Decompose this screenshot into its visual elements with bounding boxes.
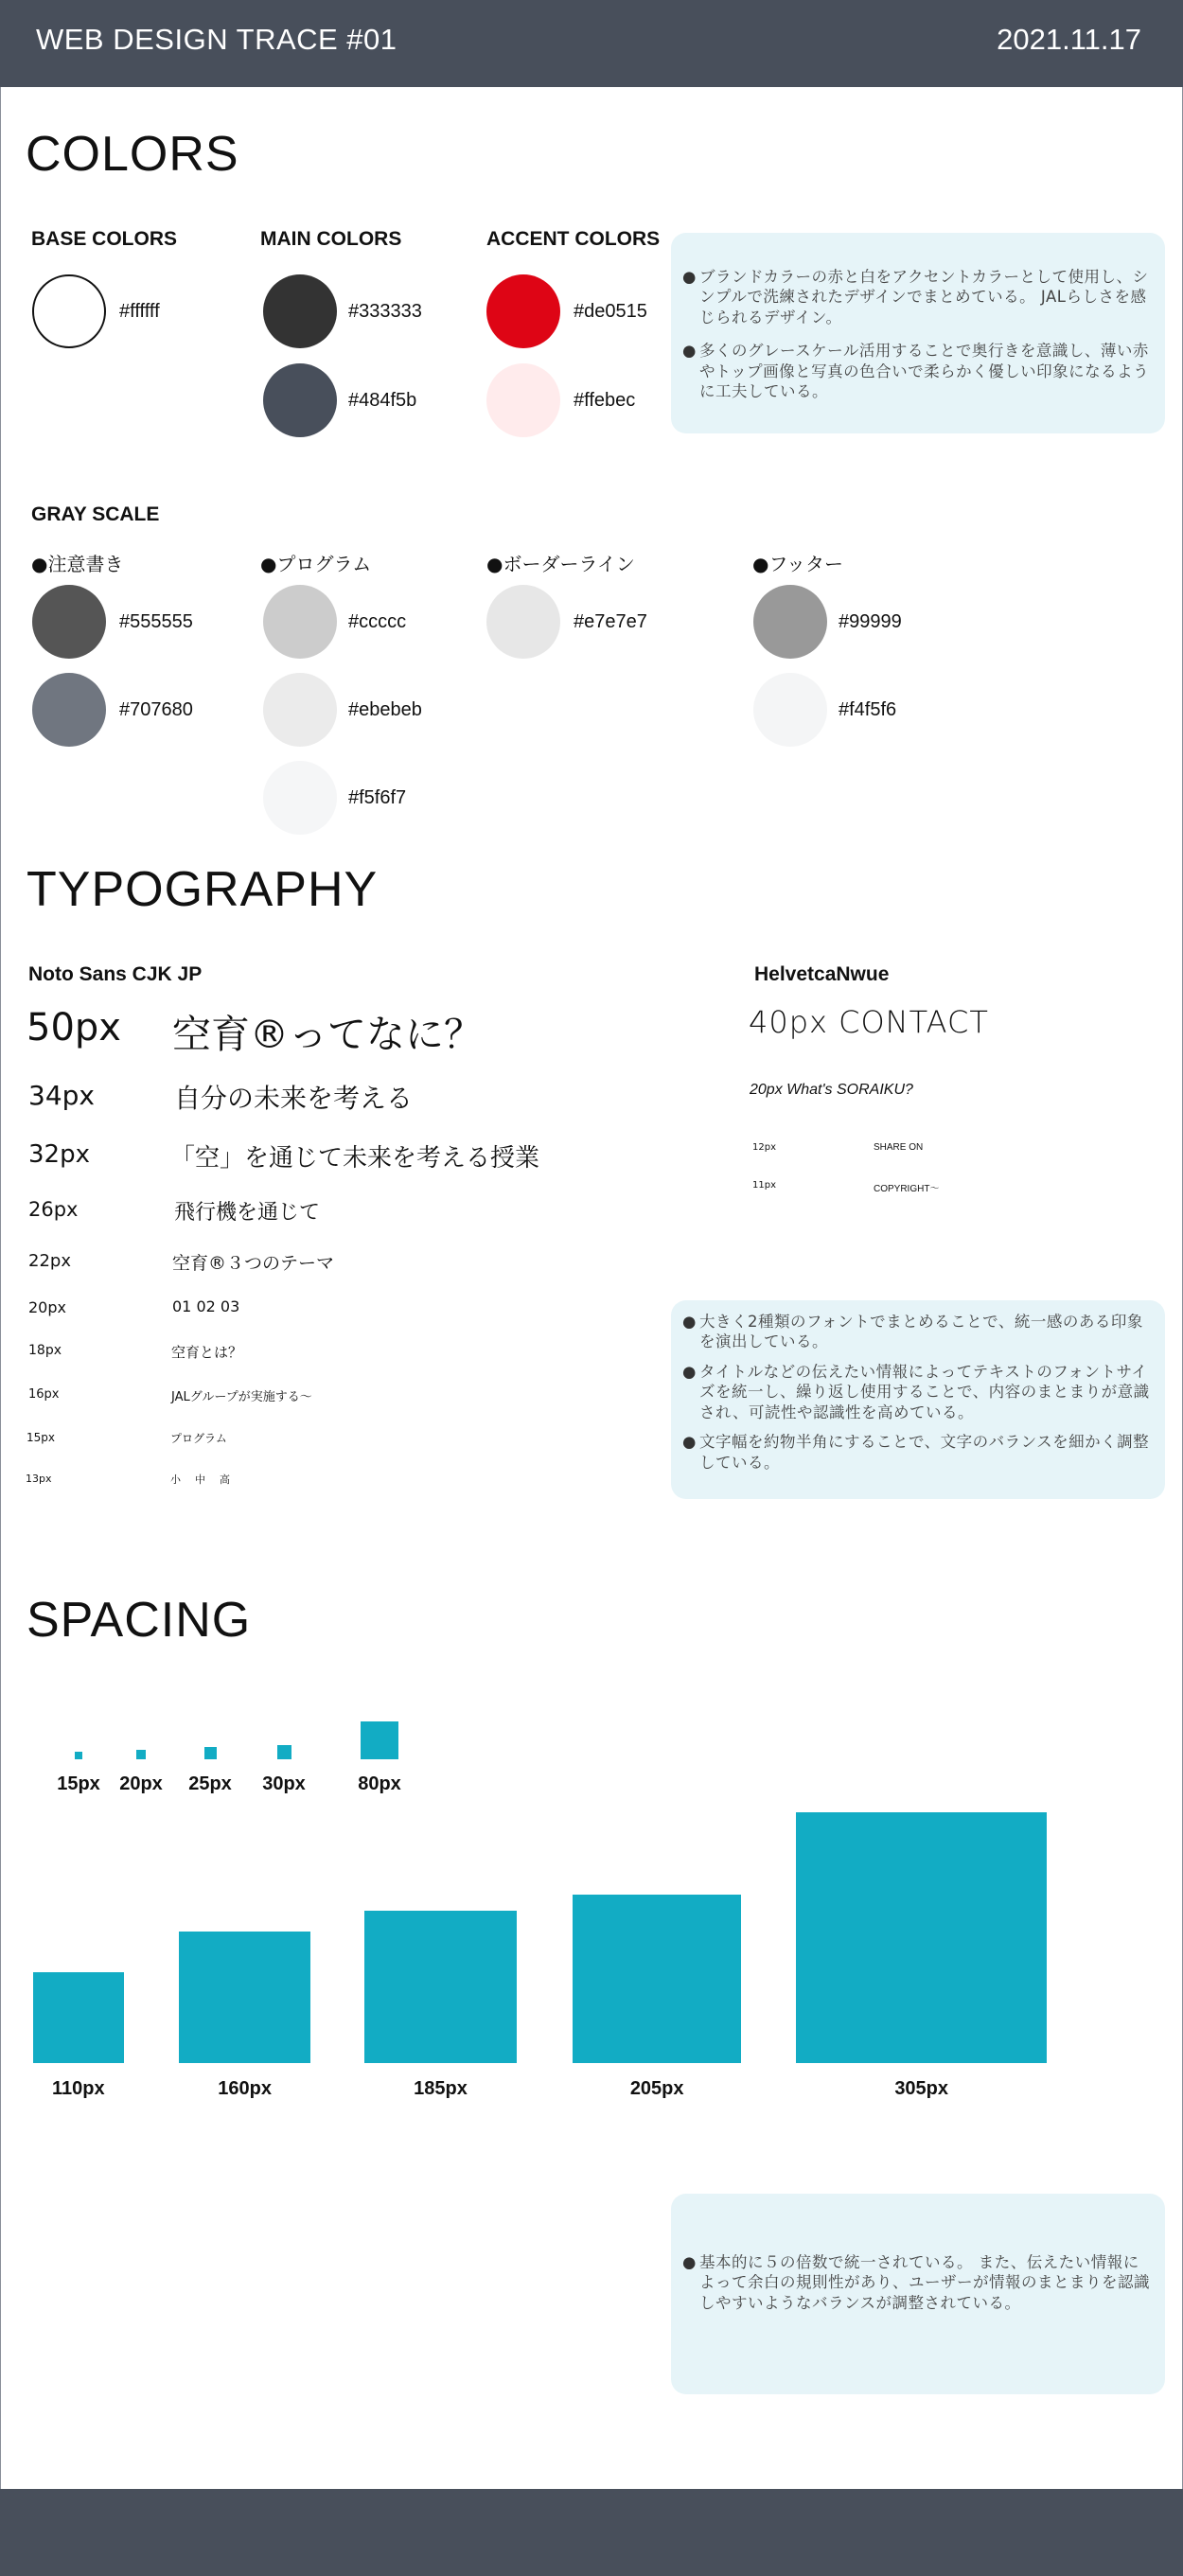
swatch-ffebec <box>486 363 560 437</box>
spacing-label: 110px <box>52 2078 105 2099</box>
type-size-label: 20px <box>28 1298 66 1316</box>
colors-section-title: COLORS <box>26 127 239 182</box>
type-sample: 自分の未来を考える <box>174 1083 414 1114</box>
type-size-label: 13px <box>26 1473 52 1485</box>
swatch-ebebeb <box>263 673 337 747</box>
hex-707680: #707680 <box>119 699 193 720</box>
swatch-999999 <box>753 585 827 659</box>
type-sample-b: SHARE ON <box>874 1142 924 1153</box>
typography-note-item: ● 大きく2種類のフォントでまとめることで、統一感のある印象を演出している。 <box>682 1312 1152 1352</box>
spacing-box-160px <box>179 1932 310 2063</box>
spacing-box-185px <box>364 1911 517 2063</box>
hex-e7e7e7: #e7e7e7 <box>574 611 647 632</box>
typography-note-item: ● 文字幅を約物半角にすることで、文字のバランスを細かく調整している。 <box>682 1432 1152 1473</box>
colors-note-item: ● ブランドカラーの赤と白をアクセントカラーとして使用し、シンプルで洗練されたデザインでまとめている。 JALらしさを感じられるデザイン。 <box>682 267 1152 327</box>
swatch-de0515 <box>486 274 560 348</box>
swatch-555555 <box>32 585 106 659</box>
type-sample: 空育®ってなに？ <box>172 1012 483 1057</box>
type-sample: 01 02 03 <box>172 1297 240 1315</box>
typography-section-title: TYPOGRAPHY <box>26 862 379 917</box>
type-size-label: 12px <box>752 1142 776 1153</box>
spacing-box-15px <box>75 1752 82 1759</box>
hex-ffffff: #ffffff <box>119 301 160 322</box>
type-sample: プログラム <box>170 1432 227 1445</box>
type-size-label: 34px <box>28 1080 95 1111</box>
colors-note <box>671 233 1165 433</box>
spacing-label: 160px <box>218 2078 272 2099</box>
swatch-f5f6f7 <box>263 761 337 835</box>
spacing-label: 305px <box>894 2078 949 2099</box>
hex-555555: #555555 <box>119 611 193 632</box>
type-size-label: 18px <box>28 1343 62 1358</box>
type-size-label: 11px <box>752 1180 776 1191</box>
spacing-box-25px <box>204 1747 217 1759</box>
type-sample: 飛行機を通じて <box>174 1201 321 1225</box>
type-size-label: 32px <box>28 1140 90 1169</box>
font-b-label: HelvetcaNwue <box>754 963 890 985</box>
gray-group-label: ●プログラム <box>260 553 372 575</box>
swatch-e7e7e7 <box>486 585 560 659</box>
gray-group-label: ●注意書き <box>31 553 124 575</box>
spacing-label: 185px <box>414 2078 468 2099</box>
hex-cccccc: #ccccc <box>348 611 407 632</box>
gray-group-label: ●フッター <box>752 553 844 575</box>
hex-f4f5f6: #f4f5f6 <box>839 699 897 720</box>
spacing-box-205px <box>573 1895 741 2063</box>
swatch-f4f5f6 <box>753 673 827 747</box>
type-sample: 小 中 高 <box>170 1473 232 1486</box>
type-size-label: 26px <box>28 1198 79 1221</box>
spacing-label: 25px <box>188 1773 232 1794</box>
type-size-label: 16px <box>28 1387 60 1402</box>
hex-484f5b: #484f5b <box>348 390 417 411</box>
typography-note <box>671 1300 1165 1499</box>
type-sample-b: 20px What's SORAIKU? <box>750 1082 913 1098</box>
spacing-box-30px <box>277 1745 291 1759</box>
accent-colors-label: ACCENT COLORS <box>486 228 661 250</box>
font-a-label: Noto Sans CJK JP <box>28 963 203 985</box>
type-sample: JALグループが実施する〜 <box>171 1390 312 1404</box>
header-date: 2021.11.17 <box>997 23 1141 56</box>
hex-f5f6f7: #f5f6f7 <box>348 787 407 808</box>
spacing-label: 20px <box>119 1773 163 1794</box>
header-bar <box>0 0 1183 87</box>
base-colors-label: BASE COLORS <box>31 228 178 250</box>
hex-de0515: #de0515 <box>574 301 647 322</box>
grayscale-label: GRAY SCALE <box>31 503 160 525</box>
type-sample: 空育とは？ <box>171 1344 243 1361</box>
footer-bar <box>0 2489 1183 2576</box>
header-title: WEB DESIGN TRACE #01 <box>36 23 397 56</box>
hex-333333: #333333 <box>348 301 422 322</box>
spacing-box-110px <box>33 1972 124 2063</box>
spacing-box-80px <box>361 1721 398 1759</box>
type-sample-b: COPYRIGHT〜 <box>874 1184 940 1194</box>
typography-note-item: ● タイトルなどの伝えたい情報によってテキストのフォントサイズを統一し、繰り返し使用することで、内容のまとまりが意識され、可読性や認識性を高めている。 <box>682 1362 1152 1422</box>
type-sample: 「空」を通じて未来を考える授業 <box>170 1144 540 1173</box>
hex-ebebeb: #ebebeb <box>348 699 422 720</box>
spacing-label: 15px <box>57 1773 100 1794</box>
swatch-cccccc <box>263 585 337 659</box>
spacing-section-title: SPACING <box>26 1593 252 1648</box>
spacing-label: 205px <box>629 2078 684 2099</box>
type-sample-b: 40px CONTACT <box>749 1004 989 1040</box>
spacing-label: 80px <box>358 1773 401 1794</box>
spacing-note-item: ● 基本的に５の倍数で統一されている。 また、伝えたい情報によって余白の規則性があり、ユーザーが情報のまとまりを認識しやすいようなバランスが調整されている。 <box>682 2252 1152 2313</box>
type-sample: 空育®３つのテーマ <box>172 1253 335 1274</box>
hex-999999: #99999 <box>839 611 902 632</box>
gray-group-label: ●ボーダーライン <box>486 553 635 575</box>
colors-note-item: ● 多くのグレースケール活用することで奥行きを意識し、薄い赤やトップ画像と写真の色合いで柔らかく優しい印象になるように工夫している。 <box>682 341 1152 401</box>
swatch-333333 <box>263 274 337 348</box>
spacing-note <box>671 2194 1165 2394</box>
swatch-ffffff <box>32 274 106 348</box>
spacing-box-305px <box>796 1812 1047 2063</box>
spacing-box-20px <box>136 1750 146 1759</box>
main-colors-label: MAIN COLORS <box>260 228 402 250</box>
swatch-484f5b <box>263 363 337 437</box>
type-size-label: 15px <box>26 1431 55 1444</box>
spacing-label: 30px <box>262 1773 306 1794</box>
type-size-label: 22px <box>28 1251 71 1271</box>
type-size-label: 50px <box>26 1006 121 1050</box>
swatch-707680 <box>32 673 106 747</box>
hex-ffebec: #ffebec <box>574 390 636 411</box>
